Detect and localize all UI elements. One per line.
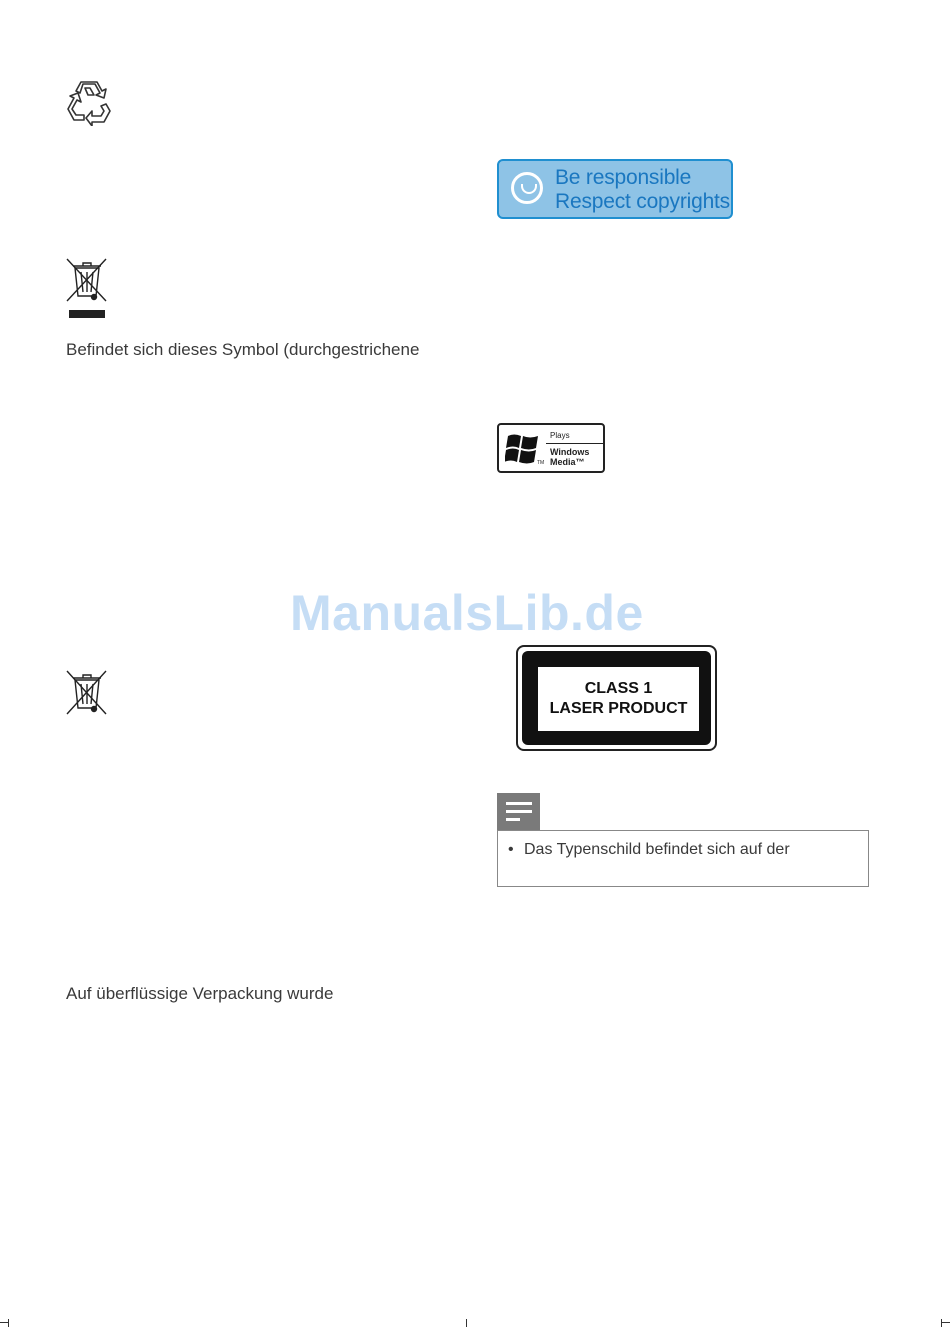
windows-flag-icon <box>505 431 541 467</box>
laser-product-text: LASER PRODUCT <box>549 700 688 717</box>
laser-product-label <box>516 645 717 751</box>
crop-mark <box>941 1322 950 1323</box>
media-label: Media™ <box>550 457 585 467</box>
recycle-icon <box>66 80 112 126</box>
be-responsible-badge <box>497 159 733 219</box>
windows-media-logo <box>497 423 605 473</box>
note-text: Das Typenschild befindet sich auf der <box>524 841 790 858</box>
crossed-out-wheelie-bin-icon <box>66 668 108 716</box>
crossed-out-wheelie-bin-icon <box>66 258 108 320</box>
body-paragraph: Befindet sich dieses Symbol (durchgestrichene <box>66 340 420 359</box>
watermark: ManualsLib.de <box>290 585 644 641</box>
crop-mark <box>8 1319 9 1327</box>
bullet: • <box>508 841 514 858</box>
trademark-label: TM <box>537 460 545 466</box>
badge-line-1: Be responsible <box>555 166 692 189</box>
plays-label: Plays <box>550 431 570 440</box>
crop-mark <box>466 1319 467 1327</box>
laser-class-text: CLASS 1 <box>584 680 653 697</box>
crop-mark <box>941 1319 942 1327</box>
note-box <box>497 830 869 887</box>
note-icon <box>497 793 540 831</box>
windows-label: Windows <box>550 447 590 457</box>
divider <box>546 443 604 444</box>
crop-mark <box>0 1322 8 1323</box>
badge-line-2: Respect copyrights <box>555 190 730 213</box>
smile-icon <box>511 172 543 204</box>
body-paragraph: Auf überflüssige Verpackung wurde <box>66 984 334 1003</box>
